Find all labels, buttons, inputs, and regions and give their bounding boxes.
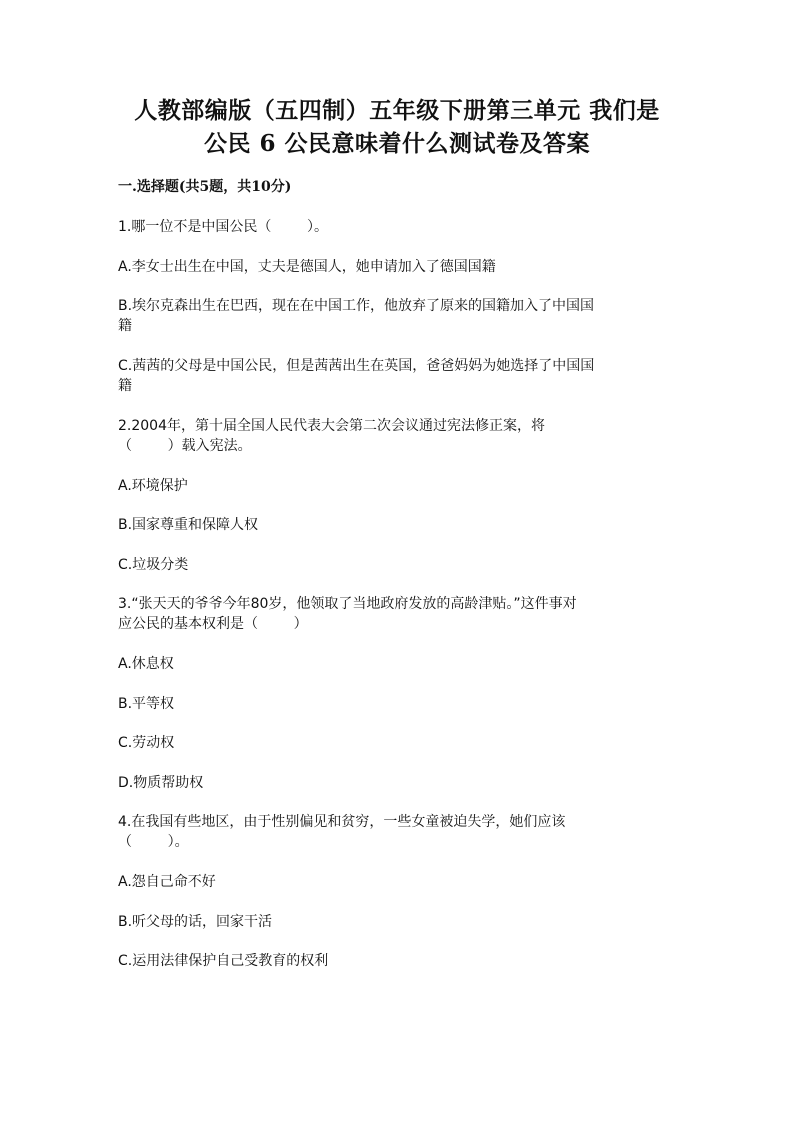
question-2-option-b: B.国家尊重和保障人权 (118, 517, 259, 533)
question-3-stem: 3.“张天天的爷爷今年80岁，他领取了当地政府发放的高龄津贴。”这件事对 (118, 596, 577, 612)
question-2-stem-cont: （ ）载入宪法。 (118, 438, 252, 454)
question-4-stem: 4.在我国有些地区，由于性别偏见和贫穷，一些女童被迫失学，她们应该 (118, 814, 566, 830)
question-3-option-b: B.平等权 (118, 696, 175, 712)
question-1-option-b: B.埃尔克森出生在巴西，现在在中国工作，他放弃了原来的国籍加入了中国国 (118, 298, 595, 314)
question-2-stem: 2.2004年，第十届全国人民代表大会第二次会议通过宪法修正案，将 (118, 418, 545, 434)
title-line-2: 公民 6 公民意味着什么测试卷及答案 (203, 130, 591, 157)
question-3-option-c: C.劳动权 (118, 735, 175, 751)
question-3-stem-cont: 应公民的基本权利是（ ） (118, 616, 308, 632)
question-1-option-a: A.李女士出生在中国，丈夫是德国人，她申请加入了德国国籍 (118, 259, 496, 275)
question-1-option-c: C.茜茜的父母是中国公民，但是茜茜出生在英国，爸爸妈妈为她选择了中国国 (118, 358, 595, 374)
question-4-option-a: A.怨自己命不好 (118, 874, 216, 890)
question-3-option-a: A.休息权 (118, 656, 174, 672)
question-1-option-b-cont: 籍 (118, 318, 132, 334)
title-line-1: 人教部编版（五四制）五年级下册第三单元 我们是 (134, 97, 660, 124)
question-4-option-c: C.运用法律保护自己受教育的权利 (118, 953, 329, 969)
question-1-option-c-cont: 籍 (118, 378, 132, 394)
question-1-stem: 1.哪一位不是中国公民（ ）。 (118, 219, 328, 235)
question-2-option-c: C.垃圾分类 (118, 557, 189, 573)
question-4-option-b: B.听父母的话，回家干活 (118, 914, 273, 930)
question-2-option-a: A.环境保护 (118, 478, 188, 494)
question-3-option-d: D.物质帮助权 (118, 775, 204, 791)
document-title (100, 94, 694, 160)
section-heading: 一.选择题(共5题，共10分) (118, 179, 292, 195)
question-4-stem-cont: （ ）。 (118, 834, 189, 850)
